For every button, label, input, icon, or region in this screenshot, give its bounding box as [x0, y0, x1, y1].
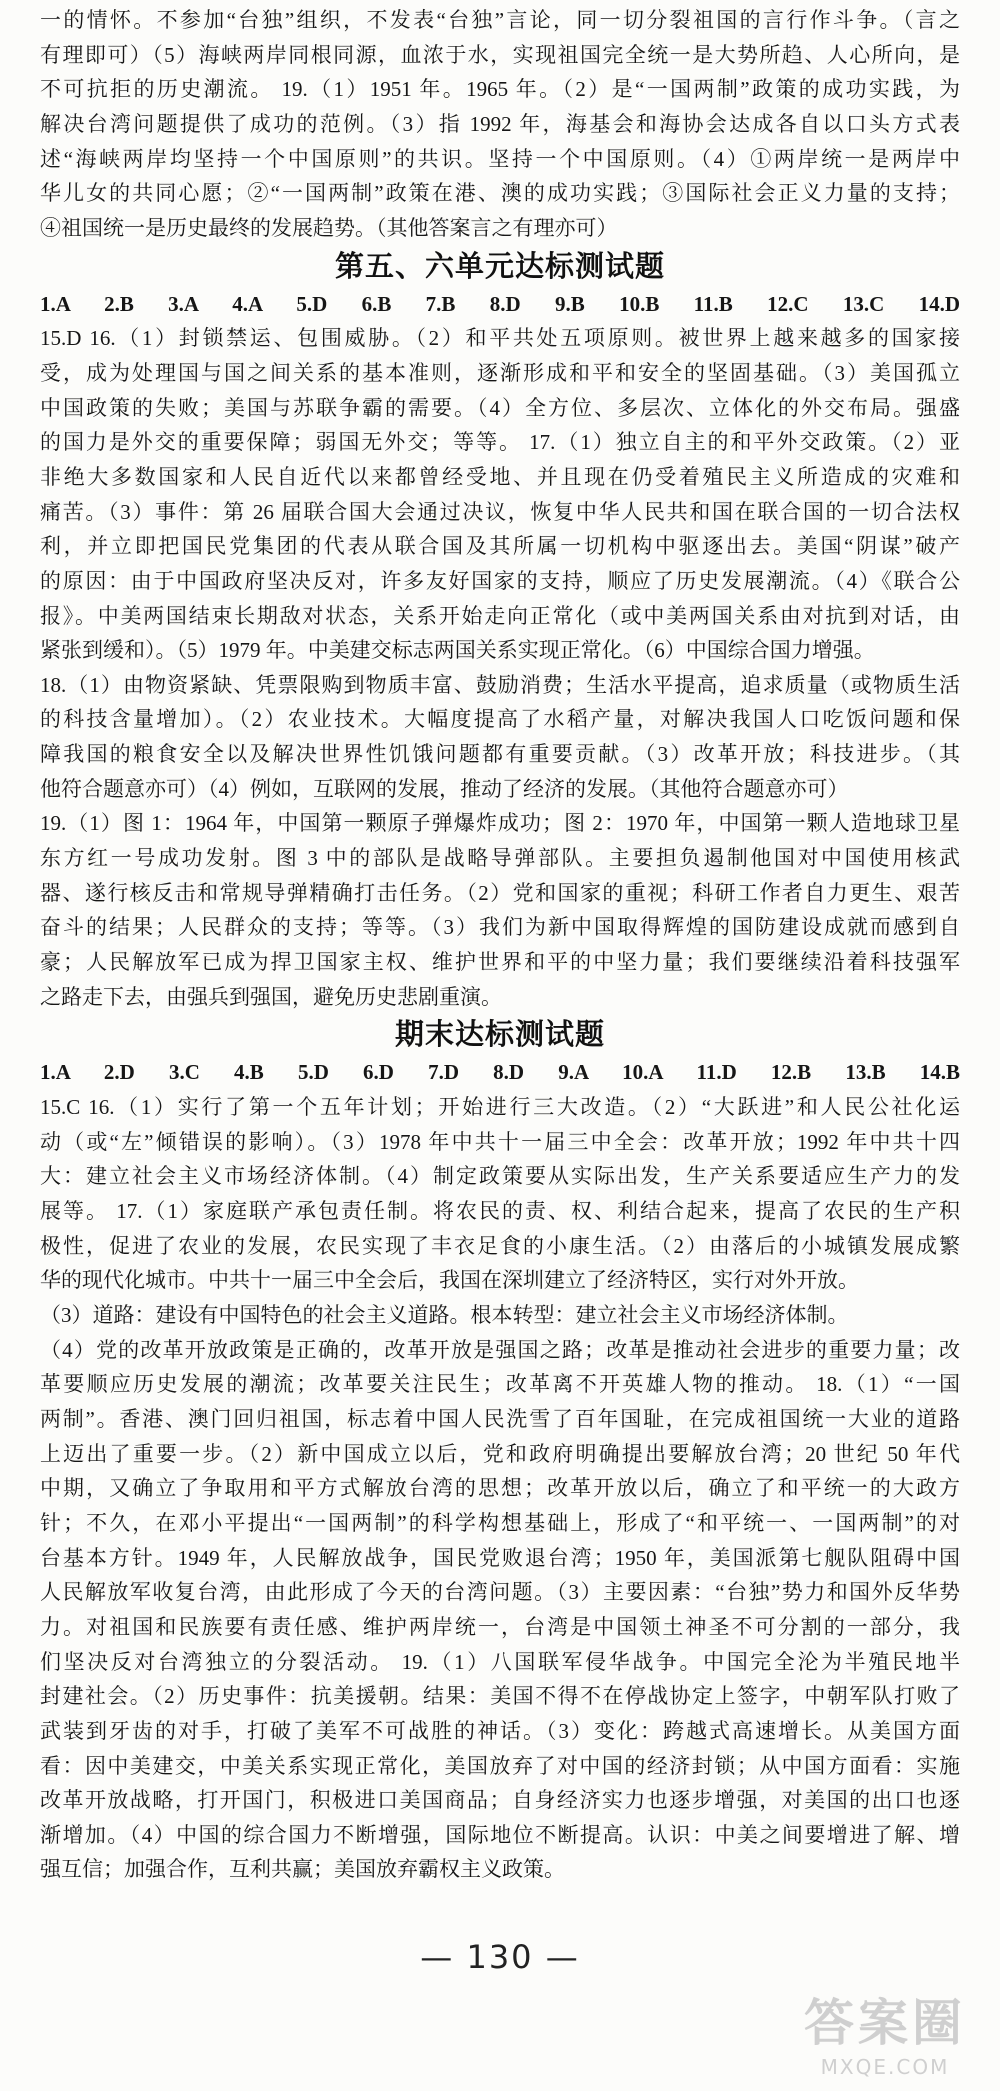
page-number: — 130 —	[420, 1938, 580, 1976]
text-line: 展等。 17.（1）家庭联产承包责任制。将农民的责、权、利结合起来，提高了农民的生产积	[40, 1199, 960, 1223]
text-line: 器、遂行核反击和常规导弹精确打击任务。（2）党和国家的重视；科研工作者自力更生、艰苦	[40, 880, 960, 905]
text-line: 动（或“左”倾错误的影响）。（3）1978 年中共十一届三中全会：改革开放；1992 年中共十四	[40, 1129, 960, 1154]
answer-key-page	[40, 3, 960, 1887]
text-line: 一的情怀。不参加“台独”组织，不发表“台独”言论，同一切分裂祖国的言行作斗争。（言之	[40, 8, 960, 32]
paragraph	[40, 1333, 960, 1888]
text-line: 利，并立即把国民党集团的代表从联合国及其所属一切机构中驱逐出去。美国“阴谋”破产	[40, 534, 960, 559]
text-line: 台基本方针。1949 年，人民解放战争，国民党败退台湾；1950 年，美国派第七舰队阻碍中国	[40, 1545, 960, 1570]
text-line: 解决台湾问题提供了成功的范例。（3）指 1992 年，海基会和海协会达成各自以口头方式表	[40, 111, 960, 136]
text-line: 15.D 16.（1）封锁禁运、包围威胁。（2）和平共处五项原则。被世界上越来越多的国家接	[40, 326, 960, 351]
text-line: 他符合题意亦可）（4）例如，互联网的发展，推动了经济的发展。（其他符合题意亦可）	[40, 776, 849, 801]
multiple-choice-answer-key: 1.A 2.D 3.C 4.B 5.D 6.D 7.D 8.D 9.A 10.A 11.D 12.B 13.B 14.B	[40, 1060, 960, 1085]
text-line: 们坚决反对台湾独立的分裂活动。 19.（1）八国联军侵华战争。中国完全沦为半殖民地半	[40, 1649, 960, 1674]
text-line: 痛苦。（3）事件：第 26 届联合国大会通过决议，恢复中华人民共和国在联合国的一切合法权	[40, 499, 960, 524]
text-line: 18.（1）由物资紧缺、凭票限购到物质丰富、鼓励消费；生活水平提高，追求质量（或物质生活	[40, 672, 960, 697]
text-line: 上迈出了重要一步。（2）新中国成立以后，党和政府明确提出要解放台湾；20 世纪 50 年代	[40, 1441, 960, 1466]
text-line: 中期，又确立了争取用和平方式解放台湾的思想；改革开放以后，确立了和平统一的大政方	[40, 1476, 960, 1501]
text-line: 非绝大多数国家和人民自近代以来都曾经受地、并且现在仍受着殖民主义所造成的灾难和	[40, 464, 960, 489]
text-line: 豪；人民解放军已成为捍卫国家主权、维护世界和平的中坚力量；我们要继续沿着科技强军	[40, 950, 960, 975]
final-exam-test-section	[40, 1014, 960, 1887]
text-line: 中国政策的失败；美国与苏联争霸的需要。（4）全方位、多层次、立体化的外交布局。强盛	[40, 395, 960, 420]
text-line: 针；不久，在邓小平提出“一国两制”的科学构想基础上，形成了“和平统一、一国两制”的对	[40, 1510, 960, 1535]
text-line: 东方红一号成功发射。图 3 中的部队是战略导弹部队。主要担负遏制他国对中国使用核武	[40, 846, 960, 871]
text-line: 的科技含量增加）。（2）农业技术。大幅度提高了水稻产量，对解决我国人口吃饭问题和保	[40, 707, 960, 732]
text-line: 强互信；加强合作，互利共赢；美国放弃霸权主义政策。	[40, 1857, 565, 1882]
text-line: 封建社会。（2）历史事件：抗美援朝。结果：美国不得不在停战协定上签字，中朝军队打败了	[40, 1684, 960, 1709]
continued-answers	[40, 3, 960, 246]
text-line: 两制”。香港、澳门回归祖国，标志着中国人民洗雪了百年国耻，在完成祖国统一大业的道路	[40, 1406, 960, 1431]
paragraph	[40, 3, 960, 246]
text-line: 的原因：由于中国政府坚决反对，许多友好国家的支持，顺应了历史发展潮流。（4）《联合公	[40, 568, 960, 593]
text-line: 不可抗拒的历史潮流。 19.（1）1951 年。1965 年。（2）是“一国两制”政策的成功实践，为	[40, 77, 960, 102]
text-line: 极性，促进了农业的发展，农民实现了丰衣足食的小康生活。（2）由落后的小城镇发展成繁	[40, 1233, 960, 1258]
text-line: 报》。中美两国结束长期敌对状态，关系开始走向正常化（或中美两国关系由对抗到对话，由	[40, 603, 960, 628]
watermark-site: MXQE.COM	[820, 2055, 950, 2079]
text-line: 紧张到缓和）。（5）1979 年。中美建交标志两国关系实现正常化。（6）中国综合国力增强。	[40, 638, 875, 663]
text-line: 的国力是外交的重要保障；弱国无外交；等等。 17.（1）独立自主的和平外交政策。（2）亚	[40, 430, 960, 455]
section-title: 期末达标测试题	[394, 1017, 605, 1052]
unit-5-6-test-section	[40, 246, 960, 1015]
text-line: 述“海峡两岸均坚持一个中国原则”的共识。坚持一个中国原则。（4）①两岸统一是两岸中	[40, 146, 960, 171]
text-line: 力。对祖国和民族要有责任感、维护两岸统一，台湾是中国领土神圣不可分割的一部分，我	[40, 1614, 960, 1639]
text-line: 看：因中美建交，中美关系实现正常化，美国放弃了对中国的经济封锁；从中国方面看：实施	[40, 1753, 960, 1778]
multiple-choice-answer-key: 1.A 2.B 3.A 4.A 5.D 6.B 7.B 8.D 9.B 10.B 11.B 12.C 13.C 14.D	[40, 291, 960, 316]
text-line: 19.（1）图 1：1964 年，中国第一颗原子弹爆炸成功；图 2：1970 年，中国第一颗人造地球卫星	[40, 811, 960, 836]
text-line: 奋斗的结果；人民群众的支持；等等。（3）我们为新中国取得辉煌的国防建设成就而感到自	[40, 915, 960, 940]
text-line: 人民解放军收复台湾，由此形成了今天的台湾问题。（3）主要因素：“台独”势力和国外反华势	[40, 1580, 960, 1605]
paragraph	[40, 668, 960, 807]
text-line: 华的现代化城市。中共十一届三中全会后，我国在深圳建立了经济特区，实行对外开放。	[40, 1268, 859, 1293]
text-line: 渐增加。（4）中国的综合国力不断增强，国际地位不断提高。认识：中美之间要增进了解、增	[40, 1822, 960, 1847]
section-answers	[40, 1090, 960, 1887]
text-line: （4）党的改革开放政策是正确的，改革开放是强国之路；改革是推动社会进步的重要力量；改	[40, 1337, 960, 1362]
text-line: 华儿女的共同心愿；②“一国两制”政策在港、澳的成功实践；③国际社会正义力量的支持；	[40, 181, 960, 206]
text-line: 武装到牙齿的对手，打破了美军不可战胜的神话。（3）变化：跨越式高速增长。从美国方面	[40, 1718, 960, 1743]
text-line: 革要顺应历史发展的潮流；改革要关注民生；改革离不开英雄人物的推动。 18.（1）“一国	[40, 1372, 960, 1397]
text-line: 有理即可）（5）海峡两岸同根同源，血浓于水，实现祖国完全统一是大势所趋、人心所向，是	[40, 42, 960, 67]
watermark-logo: 答案圈	[804, 1994, 966, 2052]
text-line: 大：建立社会主义市场经济体制。（4）制定政策要从实际出发，生产关系要适应生产力的发	[40, 1164, 960, 1189]
section-title: 第五、六单元达标测试题	[334, 248, 665, 283]
section-answers	[40, 321, 960, 1014]
watermark	[780, 1992, 990, 2086]
text-line: 之路走下去，由强兵到强国，避免历史悲剧重演。	[40, 984, 502, 1009]
text-line: 受，成为处理国与国之间关系的基本准则，逐渐形成和平和安全的坚固基础。（3）美国孤立	[40, 360, 960, 385]
paragraph	[40, 1298, 960, 1333]
paragraph	[40, 806, 960, 1014]
text-line: ④祖国统一是历史最终的发展趋势。（其他答案言之有理亦可）	[40, 215, 618, 240]
text-line: 改革开放战略，打开国门，积极进口美国商品；自身经济实力也逐步增强，对美国的出口也逐	[40, 1788, 960, 1813]
paragraph	[40, 321, 960, 668]
paragraph	[40, 1090, 960, 1298]
text-line: （3）道路：建设有中国特色的社会主义道路。根本转型：建立社会主义市场经济体制。	[40, 1302, 849, 1327]
text-line: 15.C 16.（1）实行了第一个五年计划；开始进行三大改造。（2）“大跃进”和人民公社化运	[40, 1095, 960, 1120]
text-line: 障我国的粮食安全以及解决世界性饥饿问题都有重要贡献。（3）改革开放；科技进步。（其	[40, 742, 960, 767]
